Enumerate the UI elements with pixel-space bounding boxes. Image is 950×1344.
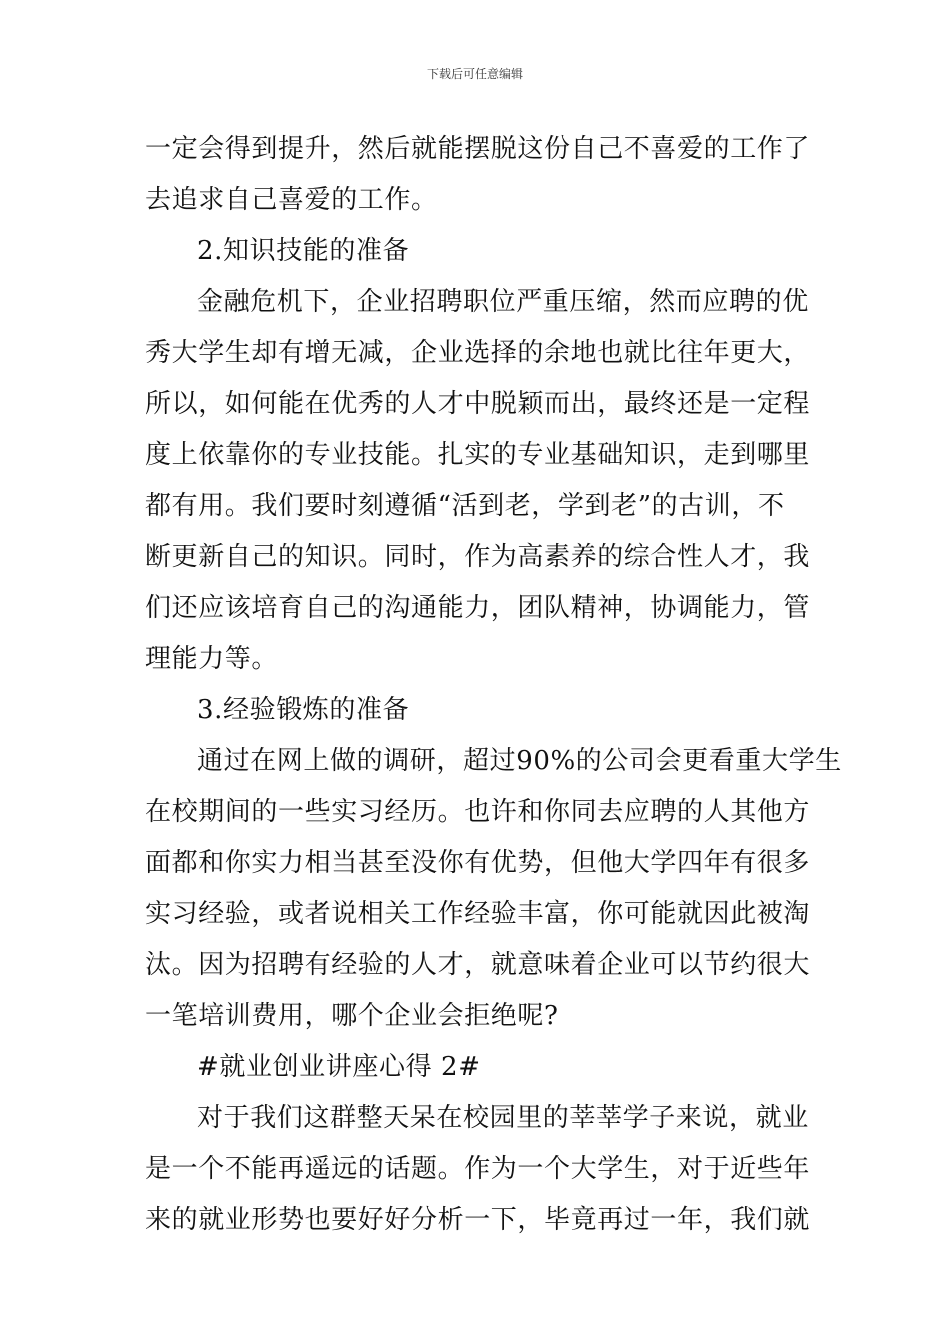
text-line: 汰。因为招聘有经验的人才，就意味着企业可以节约很大: [145, 950, 811, 980]
text-line: 所以，如何能在优秀的人才中脱颖而出，最终还是一定程: [145, 389, 811, 419]
page-header-note: 下载后可任意编辑: [426, 67, 523, 81]
text-line: 理能力等。: [145, 644, 279, 674]
text-line: 度上依靠你的专业技能。扎实的专业基础知识，走到哪里: [145, 440, 811, 470]
text-line: 对于我们这群整天呆在校园里的莘莘学子来说，就业: [197, 1103, 809, 1133]
section-heading: 3.经验锻炼的准备: [197, 695, 410, 725]
text-line: 实习经验，或者说相关工作经验丰富，你可能就因此被淘: [145, 899, 811, 929]
text-line: 面都和你实力相当甚至没你有优势，但他大学四年有很多: [145, 848, 811, 878]
text-line: 去追求自己喜爱的工作。: [145, 185, 438, 215]
text-line: 是一个不能再遥远的话题。作为一个大学生，对于近些年: [145, 1154, 811, 1184]
text-line: 来的就业形势也要好好分析一下，毕竟再过一年，我们就: [145, 1205, 811, 1235]
document-body: [145, 124, 842, 1246]
text-line: 金融危机下，企业招聘职位严重压缩，然而应聘的优: [197, 287, 809, 317]
text-line: 一笔培训费用，哪个企业会拒绝呢?: [145, 1001, 559, 1031]
text-line: 在校期间的一些实习经历。也许和你同去应聘的人其他方: [145, 797, 811, 827]
text-line: 秀大学生却有增无减，企业选择的余地也就比往年更大，: [145, 338, 811, 368]
text-line: 通过在网上做的调研，超过90%的公司会更看重大学生: [197, 746, 842, 776]
section-heading: 2.知识技能的准备: [197, 236, 410, 266]
section-heading: #就业创业讲座心得 2#: [197, 1052, 481, 1082]
text-line: 都有用。我们要时刻遵循“活到老，学到老”的古训，不: [145, 491, 785, 521]
text-line: 断更新自己的知识。同时，作为高素养的综合性人才，我: [145, 542, 811, 572]
text-line: 一定会得到提升，然后就能摆脱这份自己不喜爱的工作了: [145, 134, 811, 164]
text-line: 们还应该培育自己的沟通能力，团队精神，协调能力，管: [145, 593, 811, 623]
